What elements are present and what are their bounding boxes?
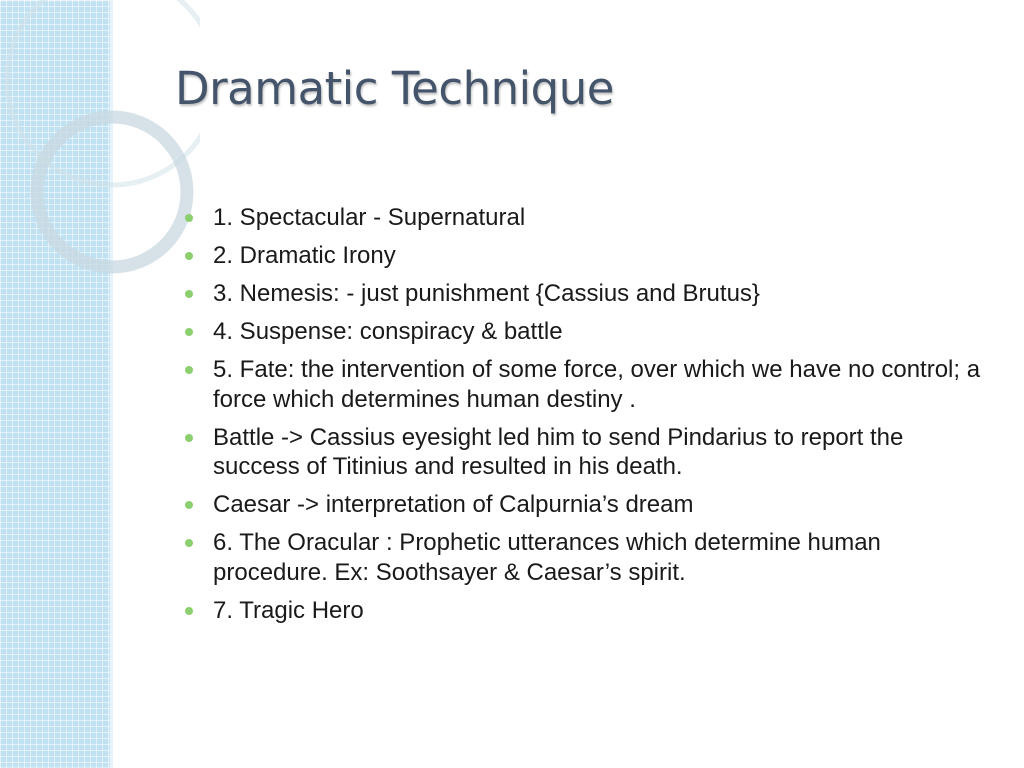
- bullet-icon: [185, 290, 193, 298]
- bullet-text: 1. Spectacular - Supernatural: [213, 204, 526, 231]
- bullet-text: 6. The Oracular : Prophetic utterances which determine human procedure. Ex: Soothsayer & Caesar’s spirit.: [213, 529, 881, 586]
- bullet-icon: [185, 607, 193, 615]
- bullet-item: [185, 203, 985, 233]
- bullet-icon: [185, 434, 193, 442]
- bullet-list: [185, 203, 985, 634]
- bullet-text: Caesar -> interpretation of Calpurnia’s dream: [213, 491, 694, 518]
- bullet-item: [185, 241, 985, 271]
- bullet-item: [185, 490, 985, 520]
- bullet-item: [185, 528, 985, 587]
- bullet-item: [185, 355, 985, 414]
- bullet-icon: [185, 214, 193, 222]
- bullet-text: 4. Suspense: conspiracy & battle: [213, 318, 563, 345]
- bullet-icon: [185, 539, 193, 547]
- bullet-item: [185, 423, 985, 482]
- decorative-circle-small: [37, 117, 187, 267]
- bullet-icon: [185, 366, 193, 374]
- bullet-item: [185, 279, 985, 309]
- bullet-text: 2. Dramatic Irony: [213, 242, 396, 269]
- bullet-text: Battle -> Cassius eyesight led him to send Pindarius to report the success of Titinius and resulted in his death.: [213, 423, 904, 480]
- bullet-icon: [185, 252, 193, 260]
- bullet-item: [185, 596, 985, 626]
- bullet-text: 7. Tragic Hero: [213, 596, 364, 624]
- slide-title: Dramatic Technique: [175, 62, 614, 115]
- bullet-icon: [185, 501, 193, 509]
- bullet-text: 3. Nemesis: - just punishment {Cassius and Brutus}: [213, 280, 760, 307]
- bullet-item: [185, 317, 985, 347]
- decorative-circles: [0, 0, 200, 300]
- bullet-text: 5. Fate: the intervention of some force, over which we have no control; a force which determines human destiny .: [213, 356, 981, 413]
- bullet-icon: [185, 328, 193, 336]
